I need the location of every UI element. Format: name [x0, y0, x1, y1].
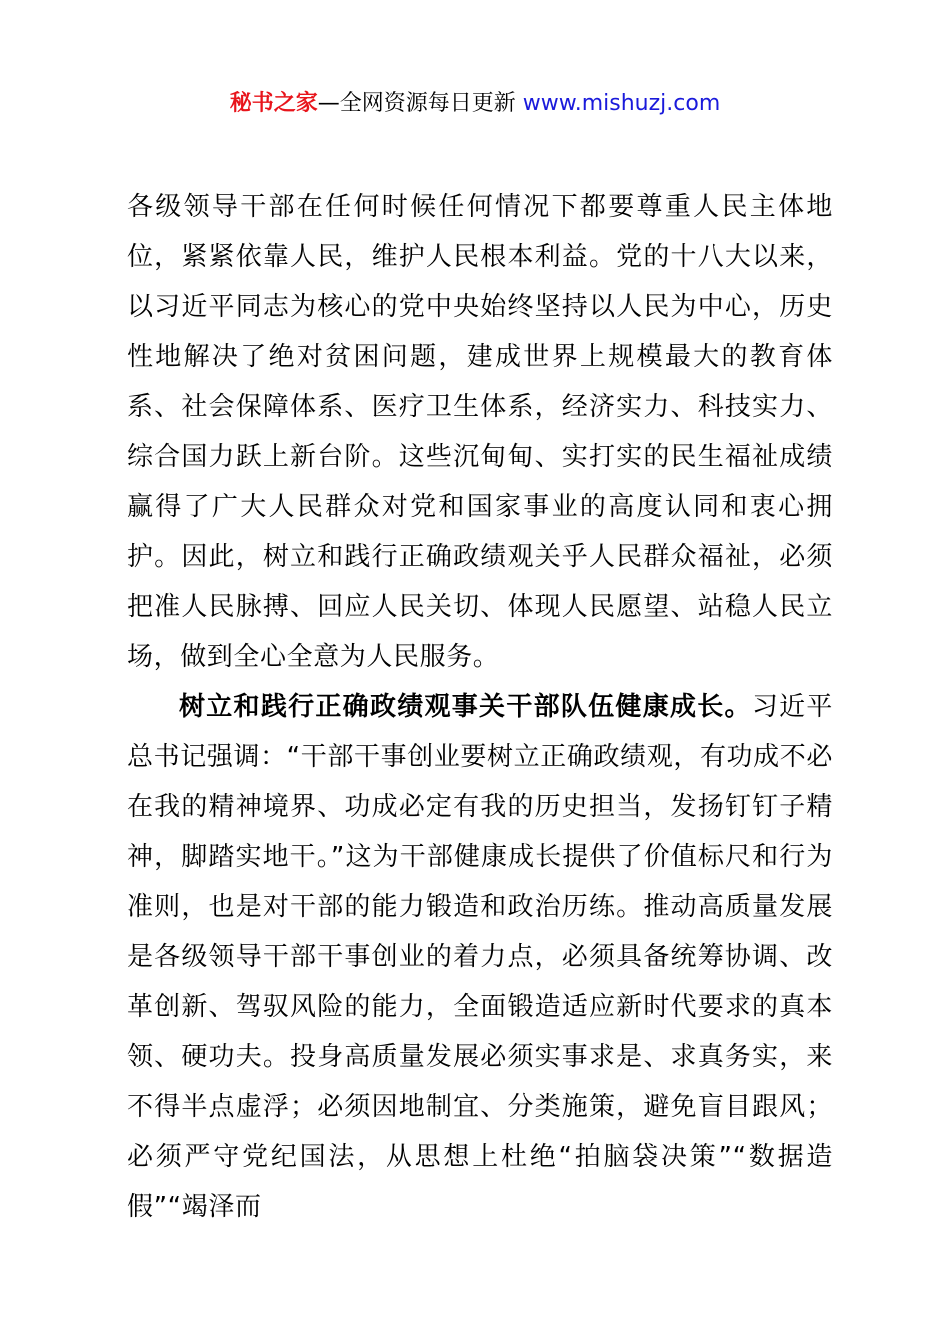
site-header — [0, 88, 950, 120]
site-url-link[interactable]: www.mishuzj.com — [522, 91, 721, 116]
paragraph-2 — [127, 682, 833, 1232]
paragraph-2-lead: 树立和践行正确政绩观事关干部队伍健康成长。 — [179, 692, 752, 722]
site-slogan: —全网资源每日更新 — [317, 91, 523, 116]
site-brand: 秘书之家 — [229, 91, 318, 116]
paragraph-2-text: 习近平总书记强调：“干部干事创业要树立正确政绩观，有功成不必在我的精神境界、功成必定有我的历史担当，发扬钉钉子精神，脚踏实地干。”这为干部健康成长提供了价值标尺和行为准则，也是对干部的能力锻造和政治历练。推动高质量发展是各级领导干部干事创业的着力点，必须具备统筹协调、改革创新、驾驭风险的能力，全面锻造适应新时代要求的真本领、硬功夫。投身高质量发展必须实事求是、求真务实，来不得半点虚浮；必须因地制宜、分类施策，避免盲目跟风；必须严守党纪国法，从思想上杜绝“拍脑袋决策”“数据造假”“竭泽而 — [127, 692, 833, 1222]
paragraph-1: 各级领导干部在任何时候任何情况下都要尊重人民主体地位，紧紧依靠人民，维护人民根本利益。党的十八大以来，以习近平同志为核心的党中央始终坚持以人民为中心，历史性地解决了绝对贫困问题，建成世界上规模最大的教育体系、社会保障体系、医疗卫生体系，经济实力、科技实力、综合国力跃上新台阶。这些沉甸甸、实打实的民生福祉成绩赢得了广大人民群众对党和国家事业的高度认同和衷心拥护。因此，树立和践行正确政绩观关乎人民群众福祉，必须把准人民脉搏、回应人民关切、体现人民愿望、站稳人民立场，做到全心全意为人民服务。 — [127, 192, 833, 672]
document-body — [127, 182, 833, 1232]
